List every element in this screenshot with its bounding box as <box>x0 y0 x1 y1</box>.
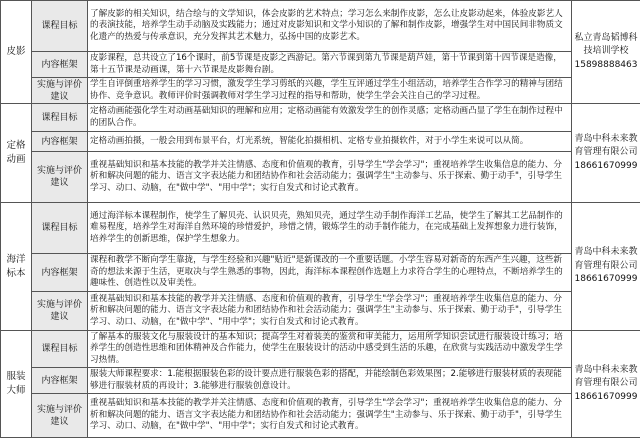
row-label: 课程目标 <box>32 1 88 52</box>
row-label: 课程目标 <box>32 203 88 254</box>
row-text: 通过海洋标本课程制作，使学生了解贝壳、认识贝壳，熟知贝壳，通过学生动手制作海洋工艺品，使学生了解其工艺品制作的难易程度，培养学生对海洋自然环境的珍惜爱护，珍惜之情，锻炼学生的动手制作能力，在完成基础上发挥想象力进行装饰，培养学生的创新思维，保护学生想象力。 <box>88 203 572 254</box>
row-label: 内容框架 <box>32 368 88 394</box>
row-label: 实施与评价建议 <box>32 292 88 331</box>
row-text: 皮影课程，总共设立了16个课时，前5节课是皮影之西游记。第六节课到第九节课是葫芦娃，第十节课到第十四节课是造像，第十五节课是动画课，第十六节课是皮影舞台剧。 <box>88 52 572 78</box>
row-text: 课程和教学不断向学生靠拢，与学生经验和兴趣"贴近"是新课改的一个重要话题。小学生容易对新奇的东西产生兴趣，这些新奇的想法来源于生活，更取决与学生熟悉的事物，因此，海洋标本课程创作选题上力求符合学生的心理特点，不断培养学生的趣味性、创造性以及审美性。 <box>88 254 572 292</box>
row-label: 内容框架 <box>32 52 88 78</box>
organization-cell: 青岛中科未来教育管理有限公司 18661670999 <box>572 203 640 331</box>
row-text: 了解皮影的相关知识，结合绘与的文学知识，体会皮影的艺术特点；学习怎么来制作皮影，怎么让皮影动起来，体验皮影艺人的表演技能，培养学生动手动脑及实践能力；通过对皮影知识和文学小知识的了解和制作皮影，增强学生对中国民间非物质文化遗产的热爱与传承意识，充分发挥其艺术魅力，弘扬中国的皮影艺术。 <box>88 1 572 52</box>
row-text: 重视基础知识和基本技能的教学并关注情感、态度和价值观的教育，引导学生"学会学习"；重视培养学生收集信息的能力、分析和解决问题的能力、语言文字表达能力和团结协作和社会活动能力；强调学生"主动参与、乐于探索、勤于动手"，引导学生学习、动口、动脑，在"做中学"、"用中学"；实行自发式和讨论式教育。 <box>88 394 572 438</box>
row-text: 服装大师课程要求：1.能根据服装色彩的设计要点进行服装色彩的搭配，并能绘制色彩效果图；2.能够进行服装材质的表现能够进行服装材质的再设计；3.能够进行服装创意设计。 <box>88 368 572 394</box>
category-cell: 皮影 <box>1 1 32 104</box>
row-label: 实施与评价建议 <box>32 78 88 104</box>
row-text: 重视基础知识和基本技能的教学并关注情感、态度和价值观的教育，引导学生"学会学习"；重视培养学生收集信息的能力、分析和解决问题的能力、语言文字表达能力和团结协作和社会活动能力；强调学生"主动参与、乐于探索、勤于动手"，引导学生学习、动口、动脑，在"做中学"、"用中学"；实行自发式和讨论式教育。 <box>88 292 572 331</box>
category-cell: 定格动画 <box>1 104 32 203</box>
category-cell: 海洋标本 <box>1 203 32 331</box>
category-cell: 服装大师 <box>1 331 32 438</box>
row-text: 定格动画拍摄，一般会用到布景平台，灯光系统，智能化拍摄相机、定格专业拍摄软件，对于小学生来说可以从简。 <box>88 132 572 152</box>
organization-cell: 私立青岛韬博科技培训学校 15898888463 <box>572 1 640 104</box>
row-label: 内容框架 <box>32 254 88 292</box>
row-label: 课程目标 <box>32 331 88 368</box>
row-label: 实施与评价建议 <box>32 394 88 438</box>
row-text: 了解基本的服装文化与服装设计的基本知识；提高学生对着装美的鉴赏和审美能力，运用所学知识尝试进行服装设计练习；培养学生的创造性思维和团体精神及合作能力，使学生在服装设计的活动中感受到生活的乐趣，在欣赏与实践活动中激发学生学习热情。 <box>88 331 572 368</box>
row-label: 实施与评价建议 <box>32 152 88 203</box>
row-text: 学生自评倒重培养学生的学习习惯，激发学生学习剪纸的兴趣，学生互评通过学生小组活动，培养学生合作学习的精神与团结协作、竞争意识。教师评价时强调教师对学生学习过程的指导和帮助，使学生学会关注自己的学习过程。 <box>88 78 572 104</box>
row-label: 课程目标 <box>32 104 88 132</box>
organization-cell: 青岛中科未来教育管理有限公司 18661670999 <box>572 104 640 203</box>
organization-cell: 青岛中科未来教育管理有限公司 18661670999 <box>572 331 640 438</box>
row-label: 内容框架 <box>32 132 88 152</box>
row-text: 重视基础知识和基本技能的教学并关注情感、态度和价值观的教育，引导学生"学会学习"；重视培养学生收集信息的能力、分析和解决问题的能力、语言文字表达能力和团结协作和社会活动能力；强调学生"主动参与、乐于探索、勤于动手"，引导学生学习、动口、动脑，在"做中学"、"用中学"；实行自发式和讨论式教育。 <box>88 152 572 203</box>
row-text: 定格动画能强化学生对动画基础知识的理解和应用；定格动画能有效激发学生的创作灵感；定格动画凸显了学生在制作过程中的团队合作。 <box>88 104 572 132</box>
